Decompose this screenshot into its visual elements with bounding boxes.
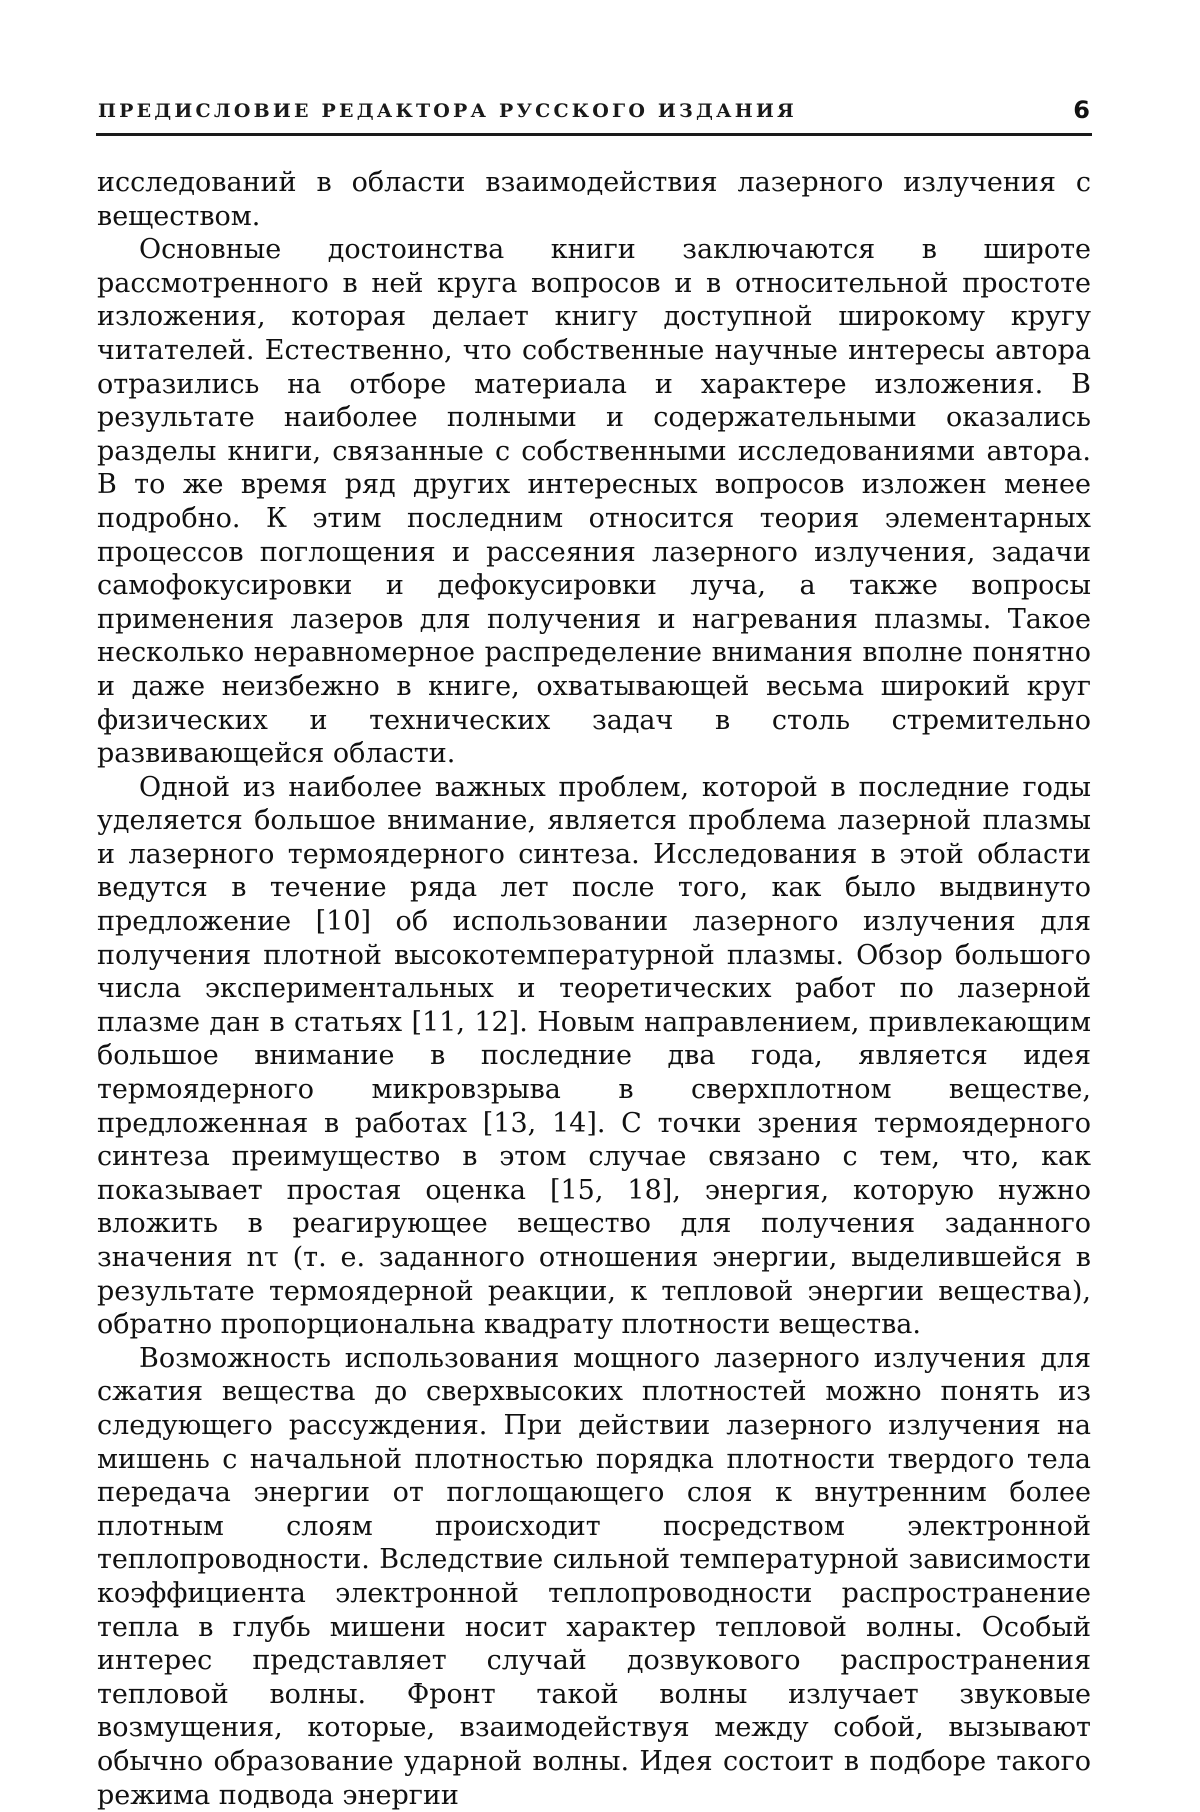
header-rule xyxy=(96,133,1092,136)
body-text xyxy=(97,166,1091,1812)
paragraph-continuation: исследований в области взаимодействия лазерного излучения с веществом. xyxy=(97,166,1091,233)
paragraph: Одной из наиболее важных проблем, которой в последние годы уделяется большое внимание, является проблема лазерной плазмы и лазерного термоядерного синтеза. Исследования в этой области ведутся в течение ряда лет после того, как было выдвинуто предложение [10] об использовании лазерного излучения для получения плотной высокотемпературной плазмы. Обзор большого числа экспериментальных и теоретических работ по лазерной плазме дан в статьях [11, 12]. Новым направлением, привлекающим большое внимание в последние два года, является идея термоядерного микровзрыва в сверхплотном веществе, предложенная в работах [13, 14]. С точки зрения термоядерного синтеза преимущество в этом случае связано с тем, что, как показывает простая оценка [15, 18], энергия, которую нужно вложить в реагирующее вещество для получения заданного значения nτ (т. е. заданного отношения энергии, выделившейся в результате термоядерной реакции, к тепловой энергии вещества), обратно пропорциональна квадрату плотности вещества. xyxy=(97,771,1091,1342)
page-number: 6 xyxy=(1073,96,1090,124)
running-header xyxy=(98,96,1090,132)
paragraph: Возможность использования мощного лазерного излучения для сжатия вещества до сверхвысоких плотностей можно понять из следующего рассуждения. При действии лазерного излучения на мишень с начальной плотностью порядка плотности твердого тела передача энергии от поглощающего слоя к внутренним более плотным слоям происходит посредством электронной теплопроводности. Вследствие сильной температурной зависимости коэффициента электронной теплопроводности распространение тепла в глубь мишени носит характер тепловой волны. Особый интерес представляет случай дозвукового распространения тепловой волны. Фронт такой волны излучает звуковые возмущения, которые, взаимодействуя между собой, вызывают обычно образование ударной волны. Идея состоит в подборе такого режима подвода энергии xyxy=(97,1342,1091,1812)
running-title: ПРЕДИСЛОВИЕ РЕДАКТОРА РУССКОГО ИЗДАНИЯ xyxy=(98,100,797,122)
book-page xyxy=(0,0,1200,1805)
paragraph: Основные достоинства книги заключаются в широте рассмотренного в ней круга вопросов и в относительной простоте изложения, которая делает книгу доступной широкому кругу читателей. Естественно, что собственные научные интересы автора отразились на отборе материала и характере изложения. В результате наиболее полными и содержательными оказались разделы книги, связанные с собственными исследованиями автора. В то же время ряд других интересных вопросов изложен менее подробно. К этим последним относится теория элементарных процессов поглощения и рассеяния лазерного излучения, задачи самофокусировки и дефокусировки луча, а также вопросы применения лазеров для получения и нагревания плазмы. Такое несколько неравномерное распределение внимания вполне понятно и даже неизбежно в книге, охватывающей весьма широкий круг физических и технических задач в столь стремительно развивающейся области. xyxy=(97,233,1091,771)
